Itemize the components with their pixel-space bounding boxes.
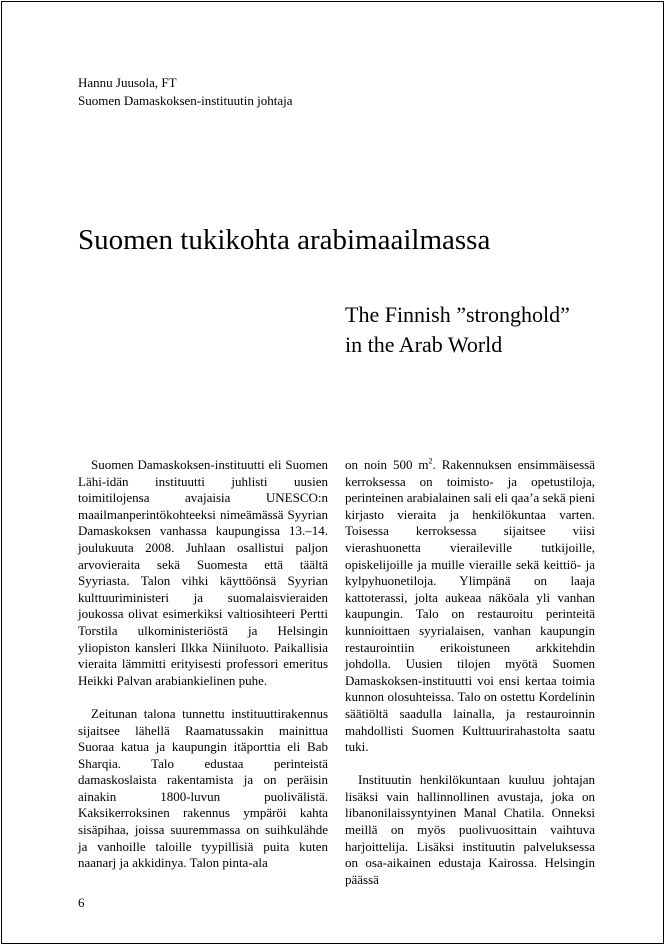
superscript: 2 xyxy=(428,456,433,466)
subtitle-line-2: in the Arab World xyxy=(345,332,503,357)
right-column xyxy=(345,457,595,888)
paragraph xyxy=(345,457,595,756)
subtitle-line-1: The Finnish ”stronghold” xyxy=(345,302,570,327)
author-block xyxy=(78,74,292,110)
page-number: 6 xyxy=(78,895,85,910)
paragraph: Suomen Damaskoksen-instituutti eli Suomen Lähi-idän instituutti juhlisti uusien toimitilojensa avajaisia UNESCO:n maailmanperintökohteeksi nimeämässä Syyrian Damaskoksen vanhassa kaupungissa 13.–14. joulukuuta 2008. Juhlaan osallistui paljon arvovieraita sekä Suomesta että täältä Syyriasta. Talon vihki käyttöönsä Syyrian kulttuuriministeri ja suomalaisvieraiden joukossa olivat esimerkiksi valtiosihteeri Pertti Torstila ulkoministeriöstä ja Helsingin yliopiston kansleri Ilkka Niiniluoto. Paikallisia vieraita lämmitti erityisesti professori emeritus Heikki Palvan arabiankielinen puhe. xyxy=(78,457,328,688)
paragraph: Zeitunan talona tunnettu instituuttirakennus sijaitsee lähellä Raamatussakin mainittua Suoraa katua ja kaupungin itäporttia eli Bab Sharqia. Talo edustaa perinteistä damaskoslaista rakentamista ja on peräisin ainakin 1800-luvun puolivälistä. Kaksikerroksinen rakennus ympäröi kahta sisäpihaa, joissa suuremmassa on suihkulähde ja vanhoille taloille tyypillisiä puita kuten naanarj ja akkidinya. Talon pinta-ala xyxy=(78,705,328,871)
text-run: . Rakennuksen ensimmäisessä kerroksessa on toimisto- ja opetustiloja, perinteinen arabialainen sali eli qaa’a sekä pieni kirjasto vieraita ja henkilökuntaa varten. Toisessa kerroksessa sijaitsee viisi vierashuonetta vieraileville tutkijoille, opiskelijoille ja muille vieraille sekä keittiö- ja kylpyhuonetiloja. Ylimpänä on laaja kattoterassi, jolta aukeaa näköala yli vanhan kaupungin. Talo on restauroitu perinteitä kunnioittaen syyrialaisen, vanhan kaupungin restaurointiin erikoistuneen arkkitehdin johdolla. Uusien tilojen myötä Suomen Damaskoksen-instituutti voi ensi kertaa toimia kunnon olosuhteissa. Talo on ostettu Kordelinin säätiöltä saadulla lainalla, ja restauroinnin mahdollisti Suomen Kulttuurirahastolta saatu tuki. xyxy=(345,457,595,755)
text-run: on noin 500 m xyxy=(345,457,429,472)
document-page xyxy=(1,1,664,944)
paragraph: Instituutin henkilökuntaan kuuluu johtajan lisäksi vain hallinnollinen avustaja, joka on libanonilaissyntyinen Manal Chatila. Onneksi meillä on myös puolivuosittain vaihtuva harjoittelija. Lisäksi instituutin palveluksessa on osa-aikainen edustaja Kairossa. Helsingin päässä xyxy=(345,772,595,887)
author-position: Suomen Damaskoksen-instituutin johtaja xyxy=(78,93,293,108)
left-column xyxy=(78,457,328,872)
article-subtitle xyxy=(345,300,570,360)
article-title: Suomen tukikohta arabimaailmassa xyxy=(78,224,491,256)
author-name: Hannu Juusola, FT xyxy=(78,75,177,90)
